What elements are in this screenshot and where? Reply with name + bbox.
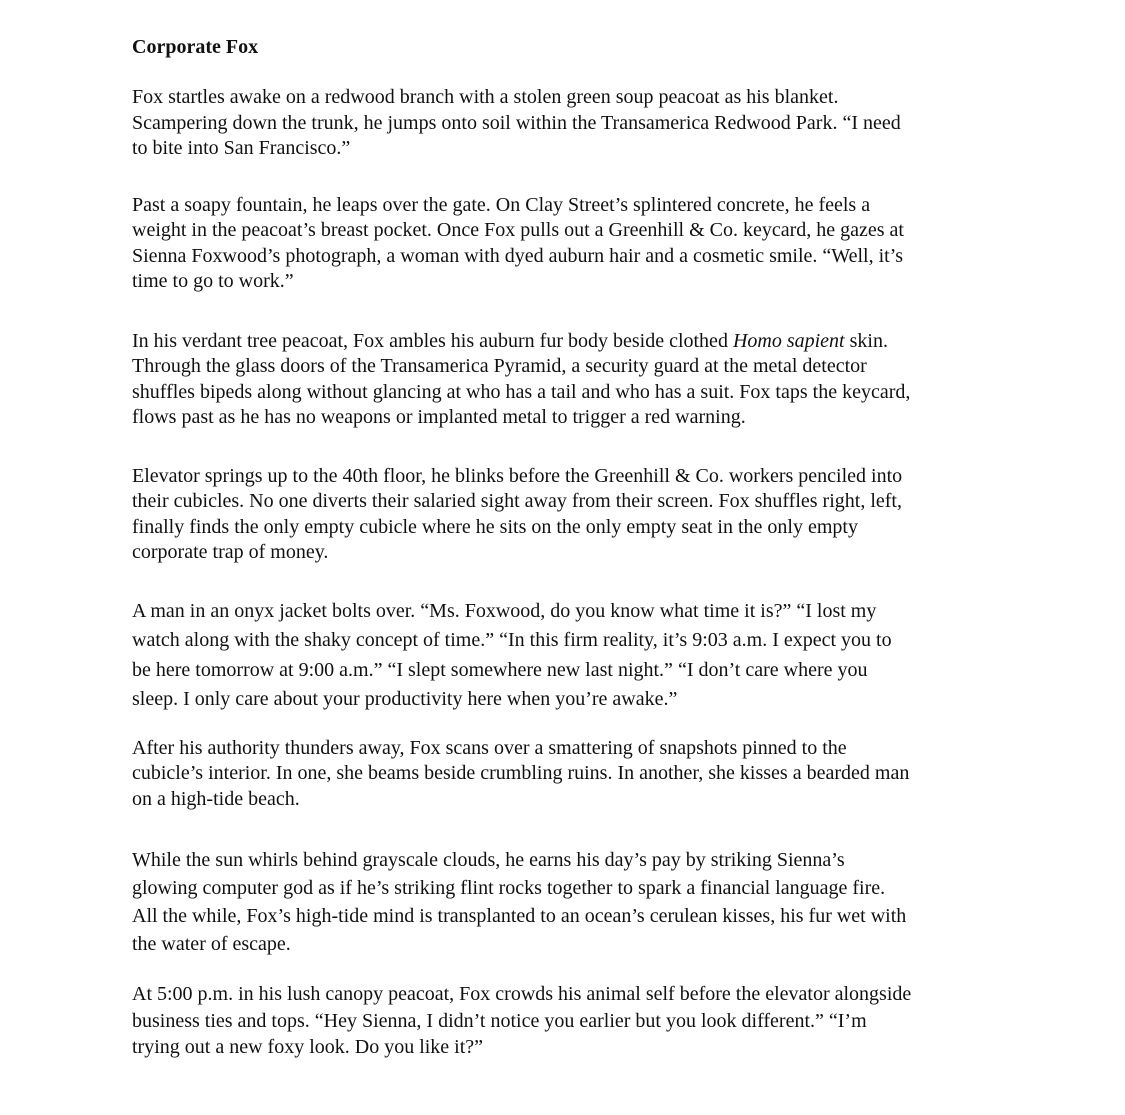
paragraph-3-after: skin. Through the glass doors of the Transamerica Pyramid, a security guard at the metal detector shuffles bipeds along without glancing at who has a tail and who has a suit. Fox taps the keycard, flows past as he has no weapons or implanted metal to trigger a red warning.	[132, 329, 911, 428]
paragraph-3-before: In his verdant tree peacoat, Fox ambles his auburn fur body beside clothed	[132, 329, 733, 352]
document-title: Corporate Fox	[132, 36, 259, 58]
paragraph-3-italic: Homo sapient	[732, 329, 845, 352]
paragraph-8: At 5:00 p.m. in his lush canopy peacoat, Fox crowds his animal self before the elevator alongside business ties and tops. “Hey Sienna, I didn’t notice you earlier but you look different.” “I’m trying out a new foxy look. Do you like it?”	[132, 983, 912, 1058]
paragraph-4: Elevator springs up to the 40th floor, he blinks before the Greenhill & Co. workers penciled into their cubicles. No one diverts their salaried sight away from their screen. Fox shuffles right, left, finally finds the only empty cubicle where he sits on the only empty seat in the only empty corporate trap of money.	[132, 464, 903, 563]
paragraph-3	[132, 329, 1002, 431]
document-page	[132, 34, 1002, 1061]
paragraph-7: While the sun whirls behind grayscale clouds, he earns his day’s pay by striking Sienna’s glowing computer god as if he’s striking flint rocks together to spark a financial language fire. All the while, Fox’s high-tide mind is transplanted to an ocean’s cerulean kisses, his fur wet with the water of escape.	[132, 849, 907, 955]
paragraph-6: After his authority thunders away, Fox scans over a smattering of snapshots pinned to the cubicle’s interior. In one, she beams beside crumbling ruins. In another, she kisses a bearded man on a high-tide beach.	[132, 736, 910, 810]
paragraph-2: Past a soapy fountain, he leaps over the gate. On Clay Street’s splintered concrete, he feels a weight in the peacoat’s breast pocket. Once Fox pulls out a Greenhill & Co. keycard, he gazes at Sienna Foxwood’s photograph, a woman with dyed auburn hair and a cosmetic smile. “Well, it’s time to go to work.”	[132, 193, 904, 292]
paragraph-5: A man in an onyx jacket bolts over. “Ms. Foxwood, do you know what time it is?” “I lost my watch along with the shaky concept of time.” “In this firm reality, it’s 9:03 a.m. I expect you to be here tomorrow at 9:00 a.m.” “I slept somewhere new last night.” “I don’t care where you sleep. I only care about your productivity here when you’re awake.”	[132, 599, 892, 710]
paragraph-1: Fox startles awake on a redwood branch with a stolen green soup peacoat as his blanket. Scampering down the trunk, he jumps onto soil within the Transamerica Redwood Park. “I need to bite into San Francisco.”	[132, 86, 901, 159]
